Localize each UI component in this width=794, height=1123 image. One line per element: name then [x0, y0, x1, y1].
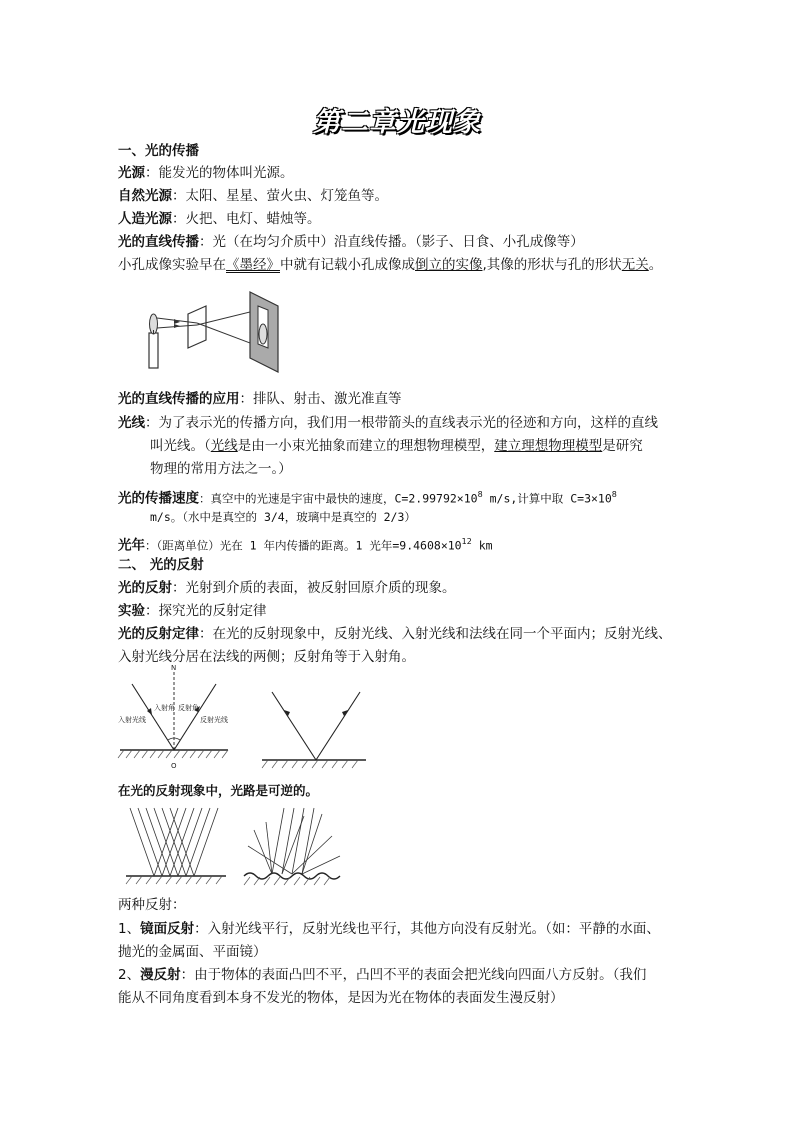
light-ray-label: 光线 [118, 415, 145, 431]
pinhole-text-end: 。 [648, 257, 663, 273]
light-speed-exp-2: 8 [611, 490, 617, 499]
pinhole-book: 《墨经》 [226, 257, 280, 273]
light-speed-label: 光的传播速度 [118, 490, 199, 507]
light-ray-text-2d: 建立理想物理模型 [494, 438, 603, 454]
reflection-law-figure [118, 664, 233, 770]
light-ray-line [118, 412, 694, 434]
light-source-text: ：能发光的物体叫光源。 [145, 165, 294, 181]
reversible-path-figure [262, 686, 372, 772]
diffuse-reflection-line [118, 964, 694, 986]
light-ray-text-2b: 光线 [210, 438, 238, 454]
reflection-label: 光的反射 [118, 580, 172, 596]
reflection-law-line [118, 623, 694, 645]
pinhole-text-pre: 小孔成像实验早在 [118, 257, 226, 273]
mirror-reflection-line [118, 918, 694, 940]
light-year-text-1: ：（距离单位）光在 1 年内传播的距离。1 光年=9.4608×10 [145, 538, 462, 553]
application-label: 光的直线传播的应用 [118, 391, 240, 407]
light-ray-line-2 [118, 435, 694, 457]
diffuse-label: 漫反射 [140, 967, 181, 983]
pinhole-line [118, 254, 694, 276]
pinhole-text-mid2: ,其像的形状与孔的形状 [482, 257, 622, 273]
artificial-source-text: ：火把、电灯、蜡烛等。 [172, 211, 321, 227]
diffuse-text: ：由于物体的表面凸凹不平，凸凹不平的表面会把光线向四面八方反射。（我们 [180, 967, 647, 983]
reflection-law-text-1: ：在光的反射现象中，反射光线、入射光线和法线在同一个平面内；反射光线、 [199, 626, 672, 642]
mirror-reflection-line-2: 抛光的金属面、平面镜） [118, 944, 267, 960]
light-year-label: 光年 [118, 537, 145, 554]
pinhole-inverted: 倒立的实像 [415, 257, 483, 273]
artificial-source-line [118, 208, 694, 230]
specular-reflection-figure [126, 806, 230, 886]
reflection-law-label: 光的反射定律 [118, 626, 199, 642]
application-line [118, 388, 694, 410]
mirror-label: 镜面反射 [140, 921, 195, 937]
light-ray-text-2e: 是研究 [602, 438, 643, 454]
reflected-ray-label: 反射光线 [200, 716, 228, 724]
reflection-definition-line [118, 577, 694, 599]
incident-angle-label: 入射角 [154, 704, 175, 712]
light-speed-line-2: m/s。（水中是真空的 3/4，玻璃中是真空的 2/3） [150, 510, 416, 524]
light-ray-text: ：为了表示光的传播方向，我们用一根带箭头的直线表示光的径迹和方向，这样的直线 [145, 415, 658, 431]
light-speed-text-1: ：真空中的光速是宇宙中最快的速度，C=2.99792×10 [199, 491, 478, 506]
straight-propagation-text: ：光（在均匀介质中）沿直线传播。（影子、日食、小孔成像等） [199, 234, 584, 250]
artificial-source-label: 人造光源 [118, 211, 172, 227]
light-ray-text-2c: 是由一小束光抽象而建立的理想物理模型， [237, 438, 495, 454]
light-ray-text-2a: 叫光线。（ [150, 438, 211, 454]
origin-label: O [171, 762, 177, 770]
pinhole-camera-figure [140, 288, 290, 380]
light-speed-exp-1: 8 [477, 490, 483, 499]
incident-ray-label: 入射光线 [118, 716, 146, 724]
experiment-line [118, 600, 694, 622]
reflection-law-line-2: 入射光线分居在法线的两侧；反射角等于入射角。 [118, 649, 415, 665]
experiment-text: ：探究光的反射定律 [145, 603, 267, 619]
light-year-text-2: km [471, 538, 493, 553]
chapter-title: 第二章光现象 [313, 107, 481, 138]
normal-label: N [171, 664, 177, 672]
light-source-line [118, 162, 694, 184]
light-year-line [118, 531, 694, 557]
reflection-angle-label: 反射角 [178, 704, 199, 712]
light-speed-text-2: m/s,计算中取 C=3×10 [482, 491, 612, 506]
section-heading-propagation: 一、光的传播 [118, 143, 199, 159]
straight-propagation-line [118, 231, 694, 253]
application-text: ：排队、射击、激光准直等 [239, 391, 402, 407]
natural-source-label: 自然光源 [118, 188, 172, 204]
pinhole-none: 无关 [621, 257, 649, 273]
diffuse-reflection-line-2: 能从不同角度看到本身不发光的物体，是因为光在物体的表面发生漫反射） [118, 990, 564, 1006]
mirror-text: ：入射光线平行，反射光线也平行，其他方向没有反射光。（如：平静的水面、 [194, 921, 660, 937]
experiment-label: 实验 [118, 603, 145, 619]
natural-source-text: ：太阳、星星、萤火虫、灯笼鱼等。 [172, 188, 388, 204]
diffuse-number: 2、 [118, 967, 141, 983]
section-heading-reflection: 二、 光的反射 [118, 557, 204, 573]
pinhole-text-mid: 中就有记载小孔成像成 [280, 257, 415, 273]
light-year-exp: 12 [461, 537, 472, 546]
reversible-statement: 在光的反射现象中，光路是可逆的。 [118, 783, 319, 798]
natural-source-line [118, 185, 694, 207]
diffuse-reflection-figure [244, 806, 348, 888]
two-kinds-line: 两种反射： [118, 897, 186, 913]
light-ray-line-3: 物理的常用方法之一。） [150, 461, 292, 477]
mirror-number: 1、 [118, 921, 141, 937]
reflection-text: ：光射到介质的表面，被反射回原介质的现象。 [172, 580, 456, 596]
straight-propagation-label: 光的直线传播 [118, 234, 199, 250]
light-source-label: 光源 [118, 165, 145, 181]
